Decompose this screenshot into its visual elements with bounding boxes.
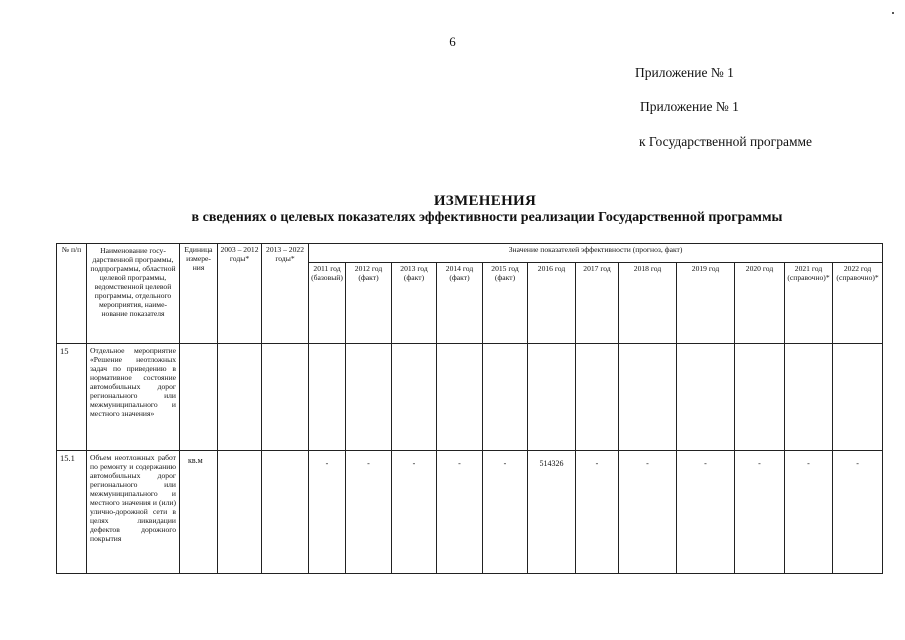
header-year: 2018 год [619,263,677,344]
header-year: 2015 год (факт) [483,263,528,344]
row-name: Объем неотложных работ по ремонту и содержанию автомобильных дорог регионального или межмуниципального и местного значения и (или) улично-дорожной сети в целях ликвидации дефектов дорожного покрытия [87,451,180,574]
header-year: 2014 год (факт) [437,263,483,344]
row-value: - [309,451,346,574]
scan-speck [892,12,894,14]
row-value: - [677,451,735,574]
header-year: 2016 год [528,263,576,344]
header-year: 2019 год [677,263,735,344]
row-value: - [785,451,833,574]
row-value [437,344,483,451]
appendix-label: Приложение № 1 [635,65,734,80]
header-year: 2013 год (факт) [392,263,437,344]
row-value: - [833,451,883,574]
header-num: № п/п [57,244,87,344]
header-unit: Единица измерения [180,244,218,344]
row-unit [180,344,218,451]
header-year: 2017 год [576,263,619,344]
header-year: 2021 год (справочно)* [785,263,833,344]
row-value [735,344,785,451]
header-name: Наименование государственной программы, подпрограммы, областной целевой программы, ведомственной целевой программы, отдельного мероприятия, наименование показателя [87,244,180,344]
page-number: 6 [449,34,456,49]
header-year: 2020 год [735,263,785,344]
row-period-2013-2022 [262,344,309,451]
row-value [483,344,528,451]
row-value [576,344,619,451]
document-title: ИЗМЕНЕНИЯ [433,193,537,209]
row-num: 15 [57,344,87,451]
row-value: - [346,451,392,574]
row-value [309,344,346,451]
row-value: 514326 [528,451,576,574]
row-period-2013-2022 [262,451,309,574]
appendix-label: Приложение № 1 [640,99,739,114]
row-value [785,344,833,451]
header-year: 2022 год (справочно)* [833,263,883,344]
row-value: - [483,451,528,574]
table-header-row [57,244,883,263]
row-value [346,344,392,451]
document-subtitle: в сведениях о целевых показателях эффективности реализации Государственной программы [191,210,783,225]
row-value: - [619,451,677,574]
row-value: - [437,451,483,574]
indicators-table [56,243,883,574]
header-year: 2012 год (факт) [346,263,392,344]
row-value: - [392,451,437,574]
row-value [392,344,437,451]
table-row [57,344,883,451]
row-value: - [735,451,785,574]
appendix-subtitle: к Государственной программе [639,134,813,149]
row-period-2003-2012 [218,344,262,451]
table-row [57,451,883,574]
row-period-2003-2012 [218,451,262,574]
header-year: 2011 год (базовый) [309,263,346,344]
row-name: Отдельное мероприятие «Решение неотложных задач по приведению в нормативное состояние автомобильных дорог регионального или межмуниципального и местного значения» [87,344,180,451]
header-period-2013-2022: 2013 – 2022 годы* [262,244,309,344]
row-value [528,344,576,451]
row-value [619,344,677,451]
row-unit: кв.м [180,451,218,574]
row-value [677,344,735,451]
header-values-group: Значение показателей эффективности (прогноз, факт) [309,244,883,263]
row-value: - [576,451,619,574]
row-num: 15.1 [57,451,87,574]
header-period-2003-2012: 2003 – 2012 годы* [218,244,262,344]
row-value [833,344,883,451]
